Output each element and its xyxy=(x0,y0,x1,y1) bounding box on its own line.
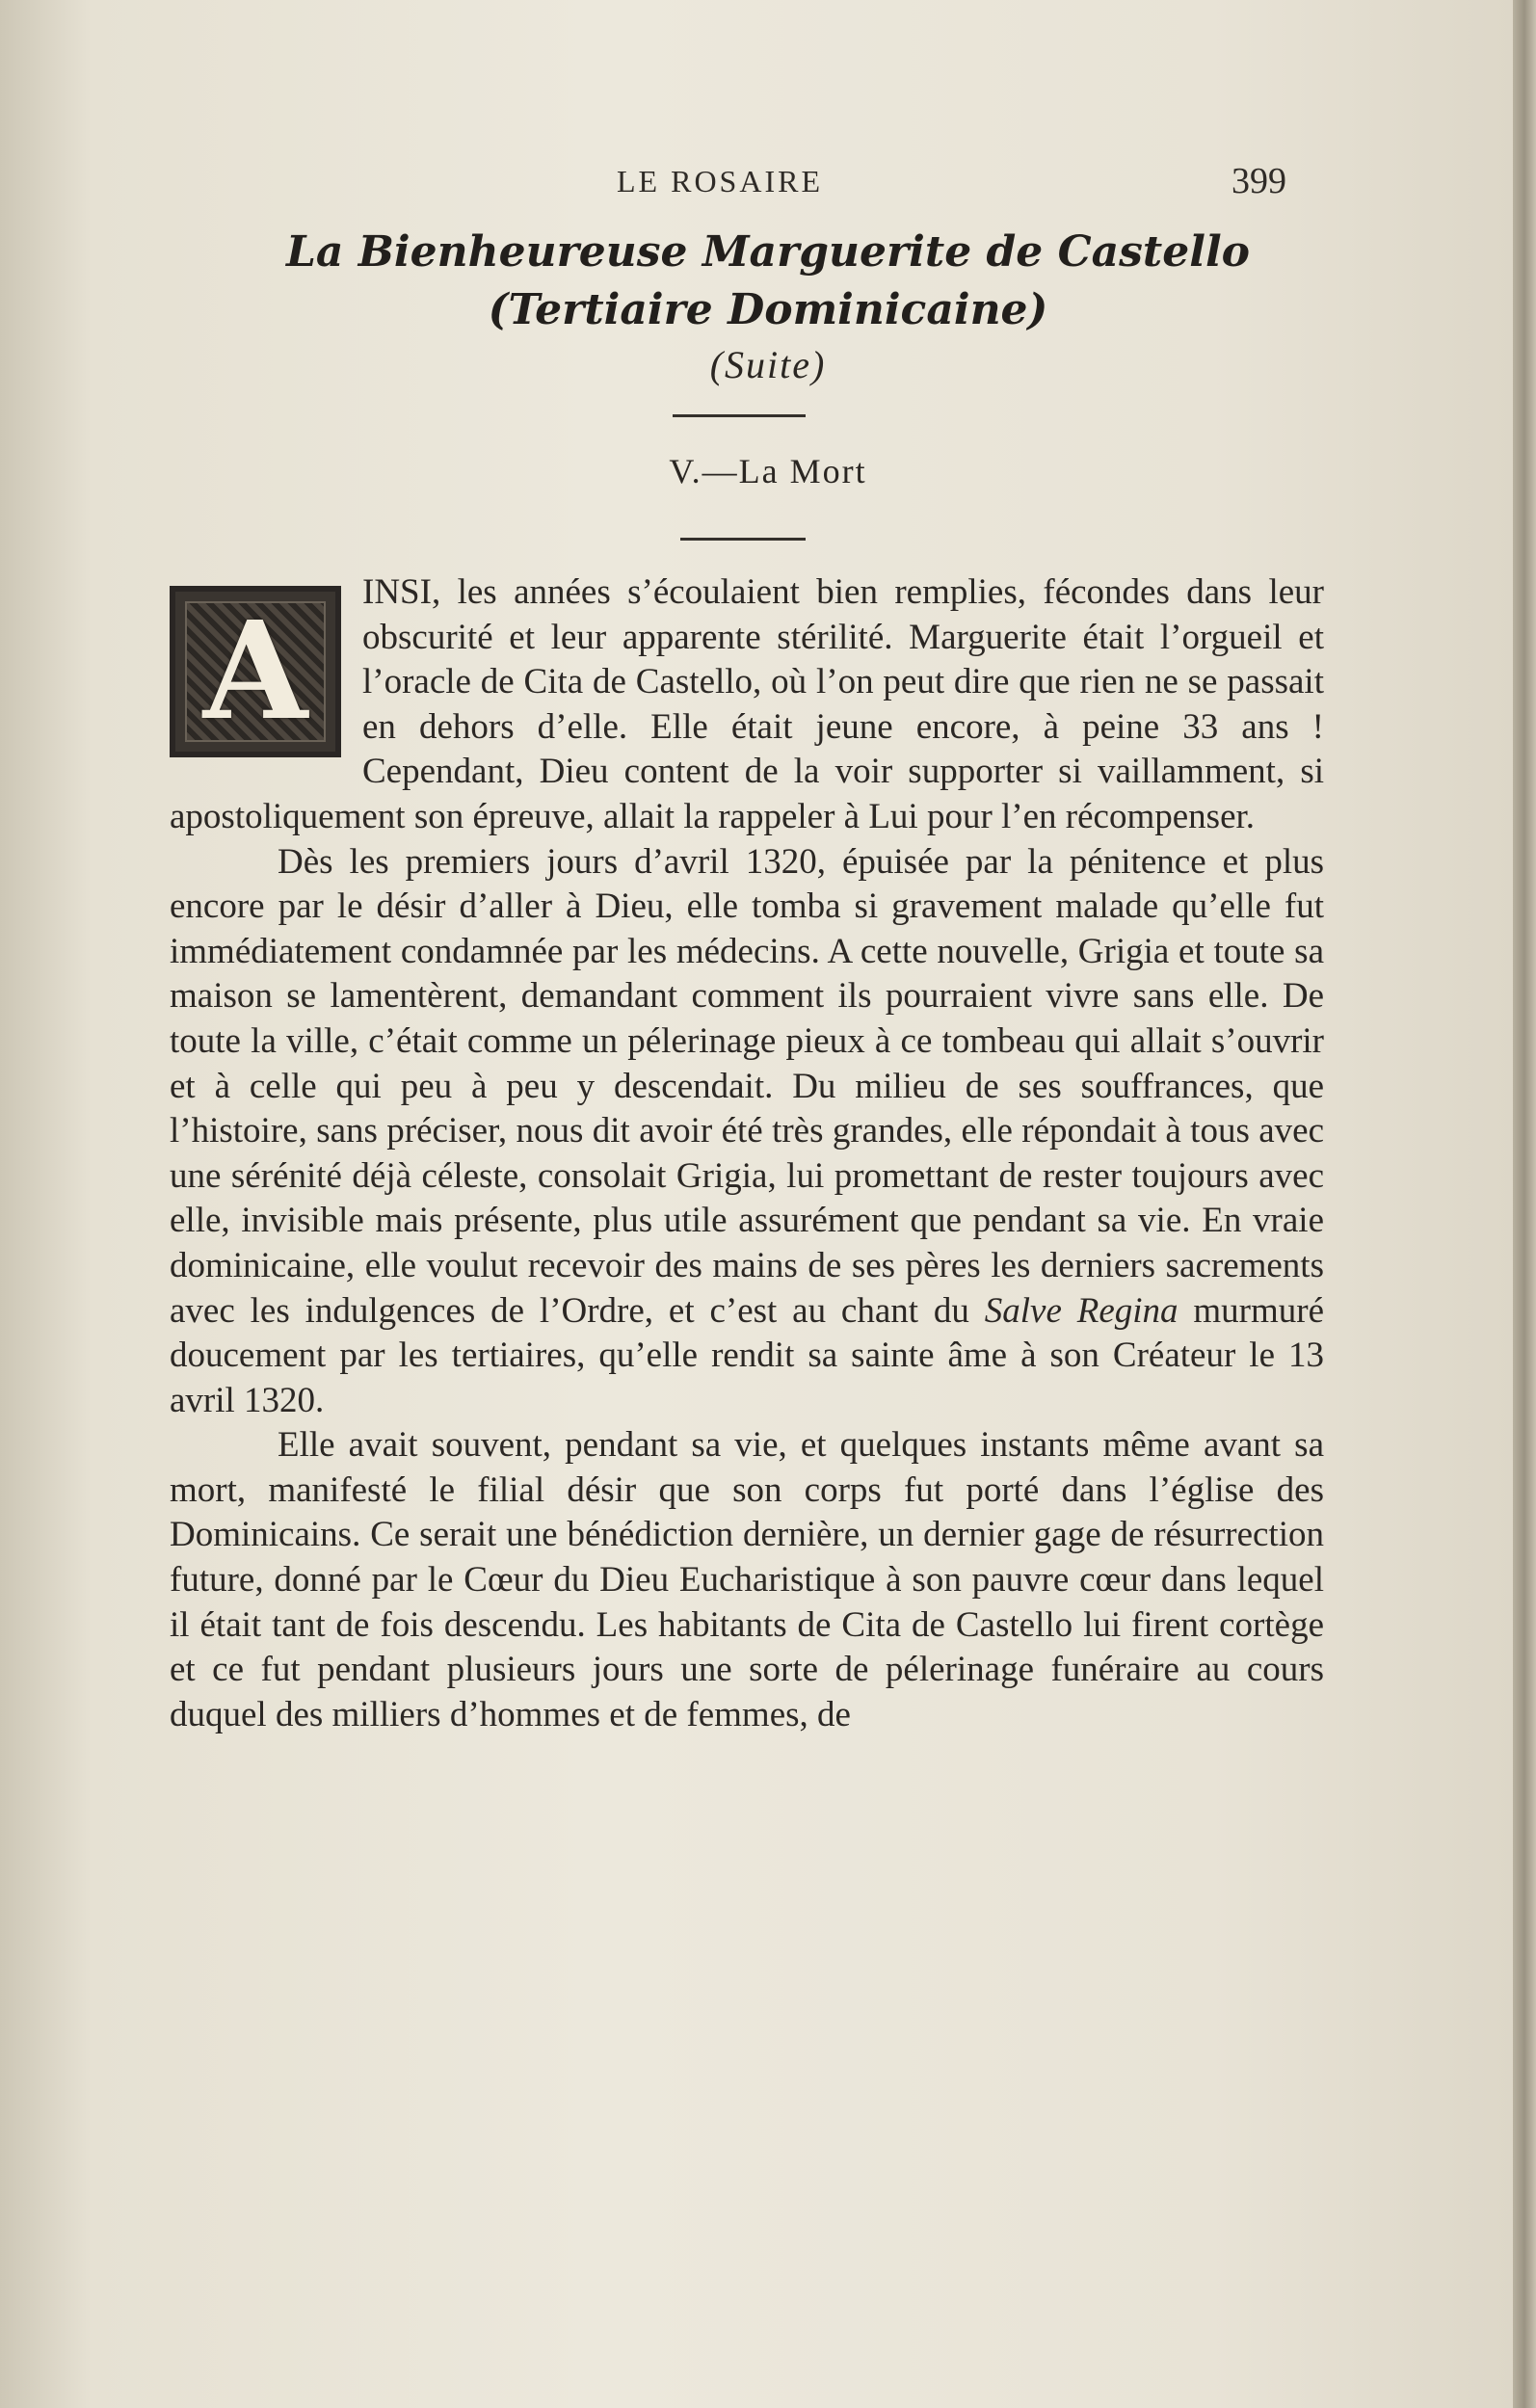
dropcap-letter: A xyxy=(202,592,308,751)
page-number: 399 xyxy=(1231,161,1286,201)
article-body xyxy=(170,570,1324,1737)
paragraph-2-text: Dès les premiers jours d’avril 1320, épuisée par la pénitence et plus encore par le désir d’aller à Dieu, elle tomba si gravement malade qu’elle fut immédiatement condamnée par les médecins. A cette nouvelle, Grigia et toute sa maison se lamentèrent, demandant comment ils pourraient vivre sans elle. De toute la ville, c’était comme un pélerinage pieux à ce tombeau qui allait s’ouvrir et à celle qui peu à peu y descendait. Du milieu de ses souffrances, que l’histoire, sans préciser, nous dit avoir été très grandes, elle répondait à tous avec une sérénité déjà céleste, consolait Grigia, lui promettant de rester toujours avec elle, invisible mais présente, plus utile assurément que pendant sa vie. En vraie dominicaine, elle voulut recevoir des mains de ses pères les derniers sacrements avec les indulgences de l’Ordre, et c’est au chant du xyxy=(170,841,1324,1331)
paragraph-3-text: Elle avait souvent, pendant sa vie, et quelques instants même avant sa mort, manifesté le filial désir que son corps fut porté dans l’église des Dominicains. Ce serait une bénédiction dernière, un dernier gage de résurrection future, donné par le Cœur du Dieu Eucharistique à son pauvre cœur dans lequel il était tant de fois descendu. Les habitants de Cita de Castello lui firent cortège et ce fut pendant plusieurs jours une sorte de pélerinage funéraire au cours duquel des milliers d’hommes et de femmes, de xyxy=(170,1425,1324,1734)
divider-rule-bottom xyxy=(680,538,806,541)
salve-regina-italic: Salve Regina xyxy=(984,1290,1178,1331)
section-heading: V.—La Mort xyxy=(669,452,867,490)
paragraph-2 xyxy=(170,840,1324,1424)
divider-rule-top xyxy=(673,414,806,417)
article-title-block xyxy=(0,224,1536,391)
book-spine-edge xyxy=(1513,0,1536,2408)
paragraph-3 xyxy=(170,1423,1324,1737)
paragraph-2-end: murmuré doucement par les tertiaires, qu’elle rendit sa sainte âme à son Créateur le 13 avril 1320. xyxy=(170,1290,1325,1420)
running-title: LE ROSAIRE xyxy=(617,164,823,198)
ornamental-dropcap-icon xyxy=(170,586,341,757)
article-title: La Bienheureuse Marguerite de Castello xyxy=(285,227,1251,277)
article-subtitle: (Tertiaire Dominicaine) xyxy=(488,285,1048,334)
paragraph-1 xyxy=(170,570,1324,840)
paragraph-1-text: INSI, les années s’écoulaient bien remplies, fécondes dans leur obscurité et leur apparente stérilité. Marguerite était l’orgueil et l’oracle de Cita de Castello, où l’on peut dire que rien ne se passait en dehors d’elle. Elle était jeune encore, à peine 33 ans ! Cependant, Dieu content de la voir supporter si vaillamment, si apostoliquement son épreuve, allait la rappeler à Lui pour l’en récompenser. xyxy=(170,572,1324,836)
article-continuation: (Suite) xyxy=(709,343,827,386)
